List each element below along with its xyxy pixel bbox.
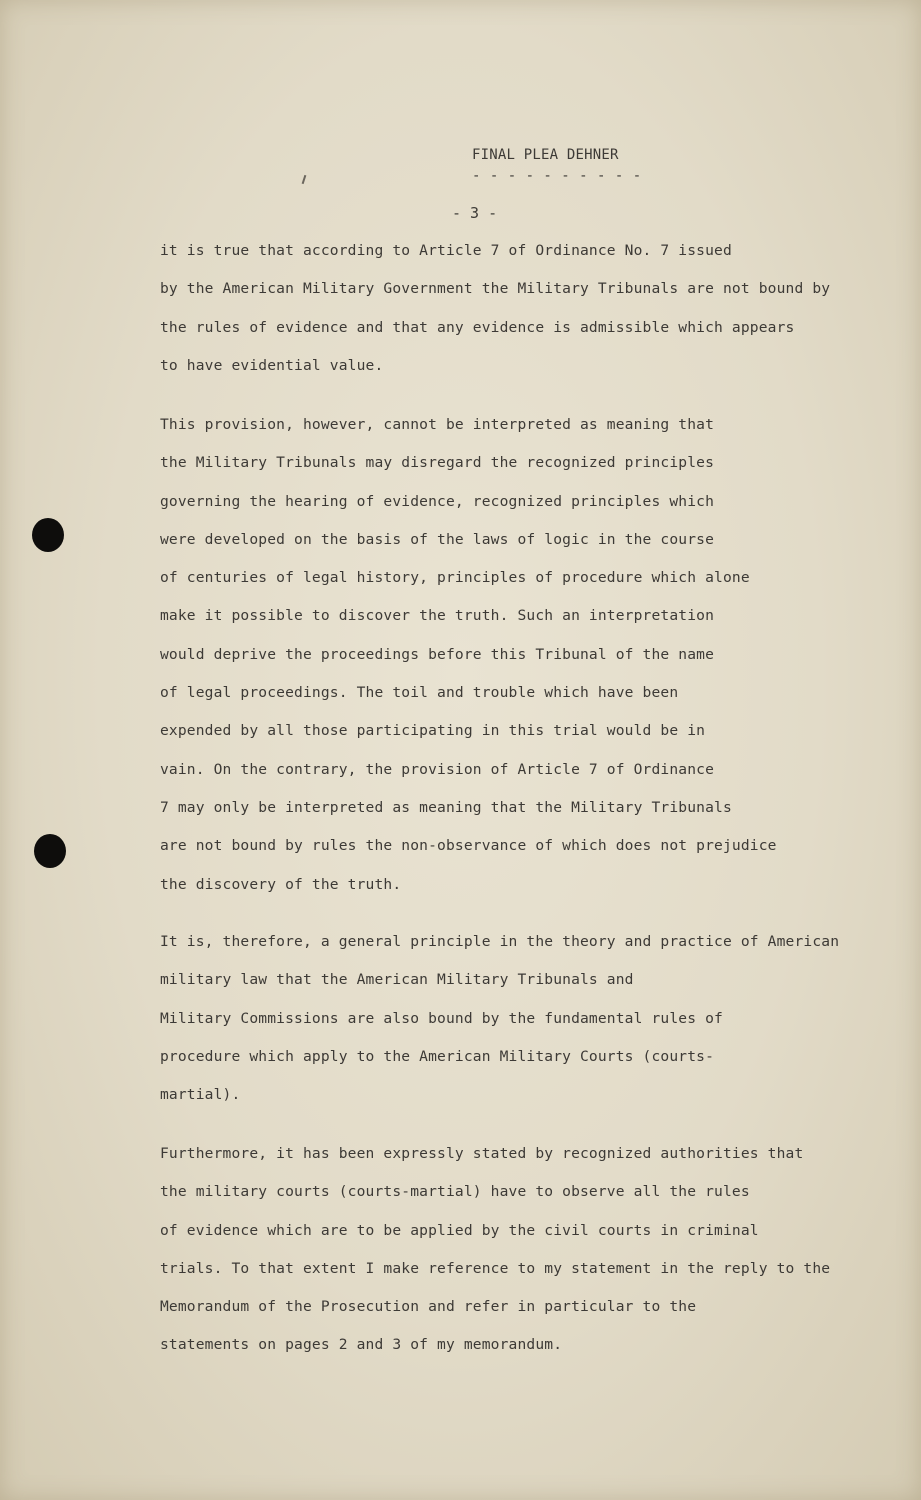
- title-underline: - - - - - - - - - -: [472, 168, 642, 184]
- text-line: it is true that according to Article 7 of Ordinance No. 7 issued: [160, 242, 732, 259]
- paragraph-1: [160, 232, 900, 385]
- text-line: were developed on the basis of the laws of logic in the course: [160, 530, 715, 548]
- paragraph-4: [160, 1135, 900, 1365]
- text-line: martial).: [160, 1086, 241, 1104]
- punch-hole: [34, 834, 66, 868]
- text-line: It is, therefore, a general principle in the theory and practice of American: [160, 933, 840, 950]
- text-line: of centuries of legal history, principles of procedure which alone: [160, 569, 750, 587]
- text-line: would deprive the proceedings before this Tribunal of the name: [160, 645, 715, 663]
- text-line: by the American Military Government the Military Tribunals are not bound by: [160, 280, 831, 298]
- text-line: of legal proceedings. The toil and trouble which have been: [160, 684, 679, 702]
- text-line: the discovery of the truth.: [160, 875, 402, 893]
- text-line: the Military Tribunals may disregard the recognized principles: [160, 454, 715, 472]
- text-line: 7 may only be interpreted as meaning that the Military Tribunals: [160, 798, 732, 816]
- punch-hole: [32, 518, 64, 552]
- text-line: vain. On the contrary, the provision of Article 7 of Ordinance: [160, 760, 715, 778]
- text-line: procedure which apply to the American Military Courts (courts-: [160, 1047, 715, 1065]
- text-line: governing the hearing of evidence, recognized principles which: [160, 492, 715, 510]
- text-line: This provision, however, cannot be interpreted as meaning that: [160, 416, 715, 433]
- text-line: Military Commissions are also bound by the fundamental rules of: [160, 1009, 723, 1027]
- text-line: expended by all those participating in this trial would be in: [160, 722, 706, 740]
- text-line: to have evidential value.: [160, 356, 384, 374]
- text-line: the rules of evidence and that any evidence is admissible which appears: [160, 318, 795, 336]
- text-line: trials. To that extent I make reference to my statement in the reply to the: [160, 1259, 831, 1277]
- text-line: Memorandum of the Prosecution and refer in particular to the: [160, 1298, 697, 1316]
- text-line: of evidence which are to be applied by the civil courts in criminal: [160, 1221, 759, 1239]
- text-line: statements on pages 2 and 3 of my memorandum.: [160, 1336, 563, 1354]
- text-line: Furthermore, it has been expressly stated by recognized authorities that: [160, 1145, 804, 1162]
- paragraph-2: [160, 406, 900, 904]
- text-line: are not bound by rules the non-observance of which does not prejudice: [160, 837, 777, 855]
- text-line: military law that the American Military Tribunals and: [160, 971, 634, 989]
- stray-pen-mark: [302, 175, 307, 184]
- page-number: - 3 -: [452, 204, 498, 222]
- document-title: FINAL PLEA DEHNER: [472, 147, 619, 163]
- text-line: the military courts (courts-martial) have to observe all the rules: [160, 1183, 750, 1201]
- text-line: make it possible to discover the truth. Such an interpretation: [160, 607, 715, 625]
- paragraph-3: [160, 923, 900, 1114]
